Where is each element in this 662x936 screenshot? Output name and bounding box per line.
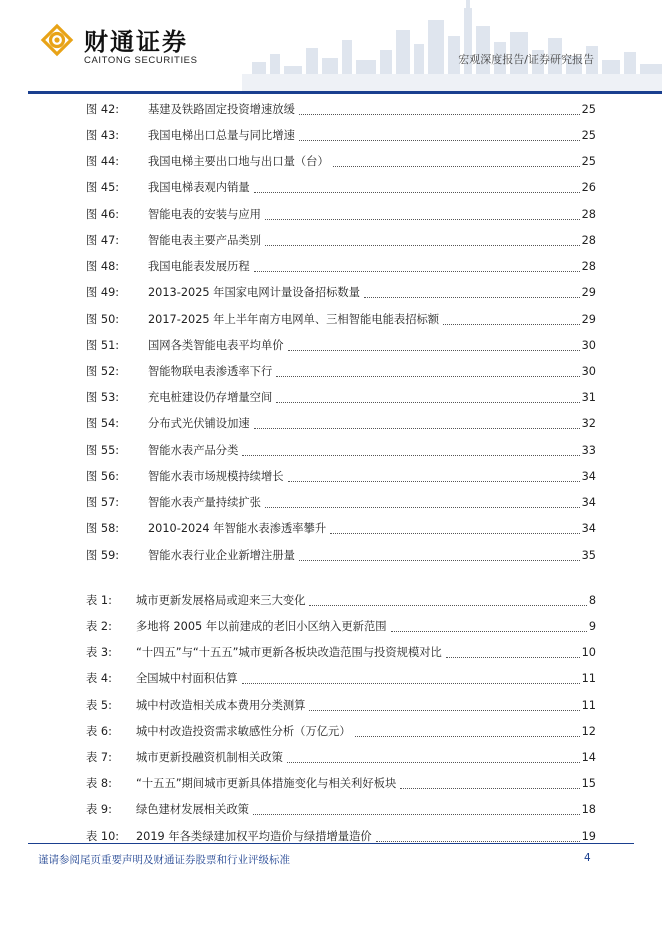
entry-page: 8 xyxy=(588,593,596,607)
entry-title: “十四五”与“十五五”城市更新各板块改造范围与投资规模对比 xyxy=(136,646,442,659)
entry-title: 智能水表市场规模持续增长 xyxy=(148,470,284,483)
leader-dots xyxy=(276,375,579,377)
entry-title: 2017-2025 年上半年南方电网单、三相智能电能表招标额 xyxy=(148,313,440,326)
entry-page: 11 xyxy=(581,671,596,685)
leader-dots xyxy=(265,244,580,246)
leader-dots xyxy=(299,139,580,141)
entry-label: 图 52: xyxy=(86,365,120,378)
logo-chinese-name: 财通证券 xyxy=(84,28,188,56)
page-header xyxy=(0,0,662,96)
leader-dots xyxy=(330,532,579,534)
entry-label: 表 2: xyxy=(86,620,112,633)
entry-label: 图 54: xyxy=(86,417,120,430)
leader-dots xyxy=(299,113,580,115)
entry-label: 表 3: xyxy=(86,646,112,659)
leader-dots xyxy=(265,506,580,508)
entry-page: 18 xyxy=(581,802,596,816)
leader-dots xyxy=(391,630,587,632)
logo-english-name: CAITONG SECURITIES xyxy=(84,55,198,66)
entry-page: 25 xyxy=(581,154,596,168)
leader-dots xyxy=(400,787,579,789)
report-type: 宏观深度报告/证券研究报告 xyxy=(458,53,594,66)
entry-label: 表 7: xyxy=(86,751,112,764)
entry-title: 城中村改造投资需求敏感性分析（万亿元） xyxy=(136,725,351,738)
entry-label: 图 46: xyxy=(86,208,120,221)
toc-figure-entry[interactable] xyxy=(0,282,596,302)
toc-figure-entry[interactable] xyxy=(0,492,596,512)
entry-label: 图 49: xyxy=(86,286,120,299)
header-divider xyxy=(28,91,662,94)
leader-dots xyxy=(254,270,580,272)
toc-figure-entry[interactable] xyxy=(0,387,596,407)
toc-figure-entry[interactable] xyxy=(0,230,596,250)
entry-label: 图 55: xyxy=(86,444,120,457)
entry-page: 28 xyxy=(581,259,596,273)
toc-table-entry[interactable] xyxy=(0,773,596,793)
entry-label: 图 57: xyxy=(86,496,120,509)
entry-title: 智能电表主要产品类别 xyxy=(148,234,261,247)
entry-label: 图 51: xyxy=(86,339,120,352)
entry-page: 28 xyxy=(581,233,596,247)
entry-title: “十五五”期间城市更新具体措施变化与相关利好板块 xyxy=(136,777,397,790)
entry-label: 图 50: xyxy=(86,313,120,326)
entry-label: 图 53: xyxy=(86,391,120,404)
entry-page: 33 xyxy=(581,443,596,457)
entry-label: 表 9: xyxy=(86,803,112,816)
entry-label: 图 43: xyxy=(86,129,120,142)
entry-label: 表 1: xyxy=(86,594,112,607)
entry-page: 30 xyxy=(581,338,596,352)
toc-figure-entry[interactable] xyxy=(0,151,596,171)
toc-table-entry[interactable] xyxy=(0,590,596,610)
toc-figure-entry[interactable] xyxy=(0,413,596,433)
entry-title: 我国电梯表观内销量 xyxy=(148,181,250,194)
entry-label: 图 59: xyxy=(86,549,120,562)
toc-figure-entry[interactable] xyxy=(0,466,596,486)
entry-page: 34 xyxy=(581,495,596,509)
entry-page: 15 xyxy=(581,776,596,790)
entry-title: 2013-2025 年国家电网计量设备招标数量 xyxy=(148,286,361,299)
entry-page: 30 xyxy=(581,364,596,378)
toc-table-entry[interactable] xyxy=(0,799,596,819)
entry-page: 10 xyxy=(581,645,596,659)
leader-dots xyxy=(446,656,580,658)
entry-page: 26 xyxy=(581,180,596,194)
entry-title: 我国电能表发展历程 xyxy=(148,260,250,273)
leader-dots xyxy=(287,761,580,763)
entry-title: 城中村改造相关成本费用分类测算 xyxy=(136,699,306,712)
toc-figure-entry[interactable] xyxy=(0,204,596,224)
page-number: 4 xyxy=(584,852,591,864)
entry-title: 城市更新投融资机制相关政策 xyxy=(136,751,283,764)
entry-page: 12 xyxy=(581,724,596,738)
leader-dots xyxy=(355,735,580,737)
entry-page: 35 xyxy=(581,548,596,562)
entry-title: 国网各类智能电表平均单价 xyxy=(148,339,284,352)
toc-figure-entry[interactable] xyxy=(0,518,596,538)
entry-label: 表 6: xyxy=(86,725,112,738)
entry-title: 我国电梯出口总量与同比增速 xyxy=(148,129,295,142)
entry-label: 图 47: xyxy=(86,234,120,247)
entry-title: 基建及铁路固定投资增速放缓 xyxy=(148,103,295,116)
leader-dots xyxy=(276,401,579,403)
toc-figure-entry[interactable] xyxy=(0,335,596,355)
entry-page: 32 xyxy=(581,416,596,430)
footer-divider xyxy=(28,843,634,844)
entry-title: 2010-2024 年智能水表渗透率攀升 xyxy=(148,522,327,535)
entry-label: 图 42: xyxy=(86,103,120,116)
leader-dots xyxy=(364,296,580,298)
leader-dots xyxy=(265,218,580,220)
entry-label: 图 58: xyxy=(86,522,120,535)
toc-table-entry[interactable] xyxy=(0,616,596,636)
entry-page: 31 xyxy=(581,390,596,404)
toc-table-entry[interactable] xyxy=(0,642,596,662)
entry-title: 多地将 2005 年以前建成的老旧小区纳入更新范围 xyxy=(136,620,387,633)
leader-dots xyxy=(333,165,580,167)
leader-dots xyxy=(254,191,580,193)
entry-label: 图 45: xyxy=(86,181,120,194)
entry-title: 智能水表产品分类 xyxy=(148,444,239,457)
caitong-logo-icon xyxy=(40,23,74,57)
entry-label: 图 48: xyxy=(86,260,120,273)
entry-page: 19 xyxy=(581,829,596,843)
entry-label: 表 10: xyxy=(86,830,120,843)
toc-figure-entry[interactable] xyxy=(0,125,596,145)
leader-dots xyxy=(376,840,580,842)
toc-figure-entry[interactable] xyxy=(0,177,596,197)
entry-page: 25 xyxy=(581,102,596,116)
leader-dots xyxy=(288,349,580,351)
toc-figure-entry[interactable] xyxy=(0,545,596,565)
entry-page: 9 xyxy=(588,619,596,633)
leader-dots xyxy=(254,427,580,429)
leader-dots xyxy=(288,480,580,482)
entry-label: 表 5: xyxy=(86,699,112,712)
leader-dots xyxy=(242,454,579,456)
entry-page: 29 xyxy=(581,285,596,299)
entry-title: 我国电梯主要出口地与出口量（台） xyxy=(148,155,329,168)
entry-page: 34 xyxy=(581,469,596,483)
toc-figure-entry[interactable] xyxy=(0,99,596,119)
entry-page: 29 xyxy=(581,312,596,326)
toc-table-entry[interactable] xyxy=(0,695,596,715)
leader-dots xyxy=(299,559,580,561)
entry-label: 图 56: xyxy=(86,470,120,483)
leader-dots xyxy=(443,323,580,325)
entry-page: 14 xyxy=(581,750,596,764)
toc-figure-entry[interactable] xyxy=(0,440,596,460)
entry-page: 34 xyxy=(581,521,596,535)
entry-title: 绿色建材发展相关政策 xyxy=(136,803,249,816)
city-skyline-watermark xyxy=(242,0,662,92)
toc-figure-entry[interactable] xyxy=(0,309,596,329)
leader-dots xyxy=(242,682,580,684)
entry-label: 表 4: xyxy=(86,672,112,685)
entry-label: 图 44: xyxy=(86,155,120,168)
entry-page: 28 xyxy=(581,207,596,221)
leader-dots xyxy=(253,813,580,815)
toc-figure-entry[interactable] xyxy=(0,361,596,381)
toc-figure-entry[interactable] xyxy=(0,256,596,276)
entry-title: 智能电表的安装与应用 xyxy=(148,208,261,221)
entry-title: 城市更新发展格局或迎来三大变化 xyxy=(136,594,306,607)
leader-dots xyxy=(309,709,579,711)
entry-page: 11 xyxy=(581,698,596,712)
entry-label: 表 8: xyxy=(86,777,112,790)
entry-title: 智能水表行业企业新增注册量 xyxy=(148,549,295,562)
leader-dots xyxy=(309,604,586,606)
entry-title: 智能物联电表渗透率下行 xyxy=(148,365,273,378)
entry-page: 25 xyxy=(581,128,596,142)
entry-title: 分布式光伏铺设加速 xyxy=(148,417,250,430)
toc-table-entry[interactable] xyxy=(0,721,596,741)
entry-title: 全国城中村面积估算 xyxy=(136,672,238,685)
toc-table-entry[interactable] xyxy=(0,747,596,767)
entry-title: 2019 年各类绿建加权平均造价与绿措增量造价 xyxy=(136,830,372,843)
toc-table-entry[interactable] xyxy=(0,668,596,688)
footer-disclaimer: 谨请参阅尾页重要声明及财通证券股票和行业评级标准 xyxy=(38,854,290,866)
entry-title: 智能水表产量持续扩张 xyxy=(148,496,261,509)
entry-title: 充电桩建设仍存增量空间 xyxy=(148,391,273,404)
